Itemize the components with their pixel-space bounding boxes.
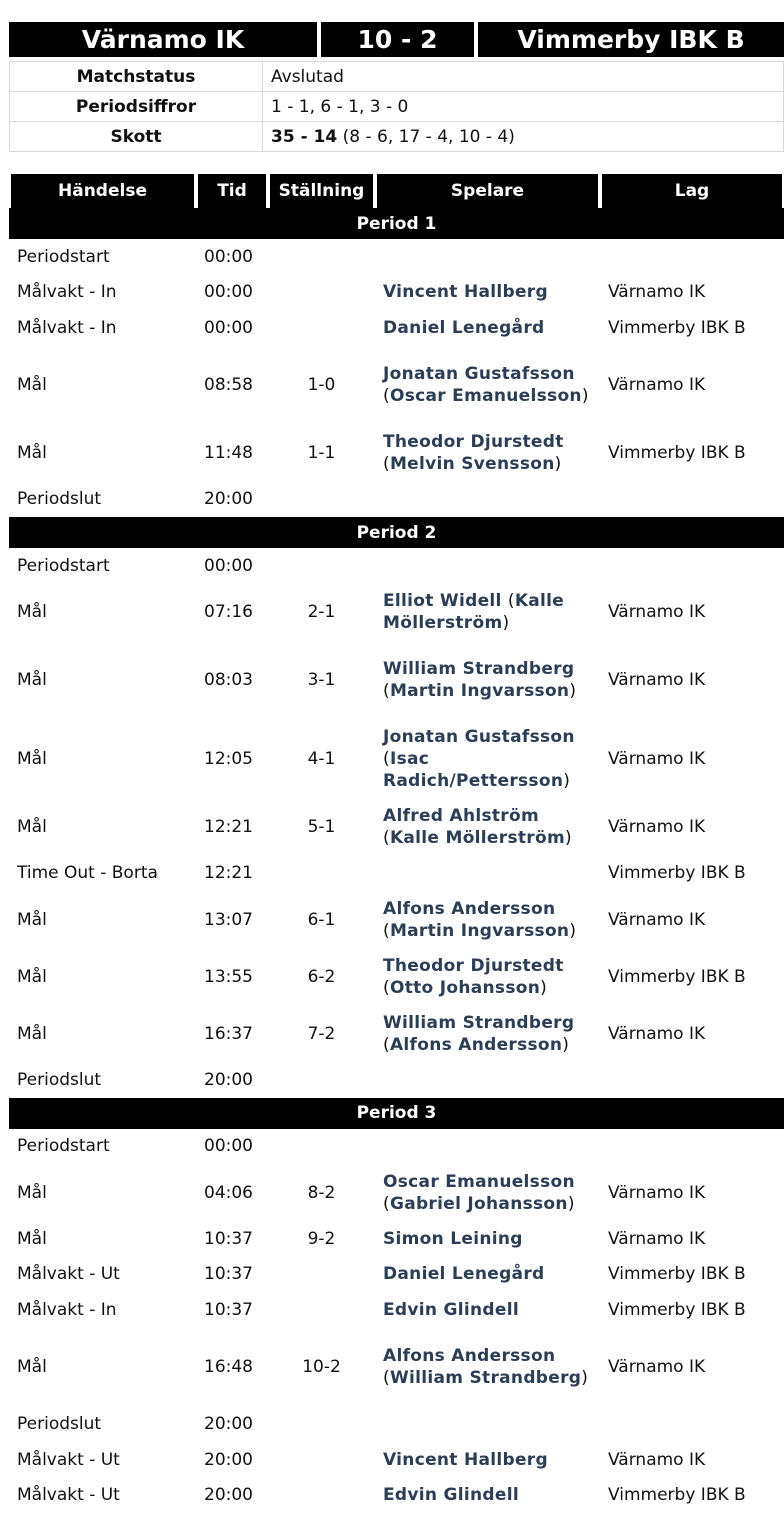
- event-player: [375, 346, 600, 425]
- event-time: 10:37: [196, 1292, 268, 1328]
- event-time: 12:21: [196, 856, 268, 892]
- period-label: Period 1: [9, 208, 784, 239]
- event-score: 6-1: [268, 891, 375, 948]
- summary-row-shots: [10, 122, 784, 152]
- assist-close-paren: ): [569, 921, 576, 941]
- event-team: Värnamo IK: [600, 1221, 784, 1257]
- assist-player-link[interactable]: Kalle Möllerström: [383, 591, 564, 633]
- player-cell: [383, 318, 544, 338]
- event-time: 08:58: [196, 346, 268, 425]
- away-team-header: [478, 22, 784, 57]
- event-team: Värnamo IK: [600, 799, 784, 856]
- event-type: Mål: [9, 1221, 196, 1257]
- event-team: [600, 1129, 784, 1165]
- event-row: [9, 1407, 784, 1443]
- player-link[interactable]: Alfred Ahlström: [383, 806, 539, 826]
- event-player: [375, 239, 600, 275]
- player-cell: [383, 1013, 574, 1055]
- event-row: [9, 275, 784, 311]
- event-row: [9, 310, 784, 346]
- period-label: Period 2: [9, 517, 784, 548]
- assist-open-paren: (: [383, 1035, 390, 1055]
- assist-close-paren: ): [565, 828, 572, 848]
- player-link[interactable]: Oscar Emanuelsson: [383, 1172, 575, 1192]
- player-cell: [383, 1172, 575, 1214]
- event-time: 16:37: [196, 1005, 268, 1062]
- event-row: [9, 1328, 784, 1407]
- event-score: [268, 1407, 375, 1443]
- event-type: Periodstart: [9, 1129, 196, 1165]
- player-cell: [383, 1229, 523, 1249]
- event-player: [375, 1005, 600, 1062]
- event-score: 5-1: [268, 799, 375, 856]
- player-cell: [383, 956, 564, 998]
- summary-value: [263, 122, 784, 152]
- event-type: Periodslut: [9, 482, 196, 518]
- event-team: Värnamo IK: [600, 275, 784, 311]
- event-type: Periodslut: [9, 1062, 196, 1098]
- event-type: Mål: [9, 346, 196, 425]
- player-link[interactable]: William Strandberg: [383, 1013, 574, 1033]
- shots-total: 35 - 14: [271, 127, 337, 147]
- event-type: Mål: [9, 891, 196, 948]
- event-team: Värnamo IK: [600, 891, 784, 948]
- player-cell: [383, 364, 589, 406]
- score-header: [321, 22, 474, 57]
- event-score: [268, 1292, 375, 1328]
- event-time: 20:00: [196, 482, 268, 518]
- player-cell: [383, 727, 575, 791]
- event-row: [9, 948, 784, 1005]
- event-player: [375, 1257, 600, 1293]
- event-player: [375, 1478, 600, 1513]
- event-score: 1-1: [268, 425, 375, 482]
- assist-open-paren: (: [383, 1368, 390, 1388]
- event-player: [375, 1164, 600, 1221]
- event-type: Mål: [9, 799, 196, 856]
- event-time: 20:00: [196, 1062, 268, 1098]
- assist-player-link[interactable]: Otto Johansson: [390, 978, 540, 998]
- assist-player-link[interactable]: Melvin Svensson: [390, 454, 555, 474]
- summary-value: Avslutad: [263, 62, 784, 92]
- player-cell: [383, 282, 548, 302]
- event-time: 00:00: [196, 239, 268, 275]
- event-row: [9, 641, 784, 720]
- event-player: [375, 1442, 600, 1478]
- player-cell: [383, 806, 572, 848]
- event-row: [9, 1478, 784, 1513]
- summary-row-periods: [10, 92, 784, 122]
- event-team: Värnamo IK: [600, 346, 784, 425]
- event-player: [375, 548, 600, 584]
- event-team: Vimmerby IBK B: [600, 1478, 784, 1513]
- event-player: [375, 948, 600, 1005]
- player-cell: [383, 1300, 519, 1320]
- assist-open-paren: (: [383, 454, 390, 474]
- player-link[interactable]: Elliot Widell: [383, 591, 502, 611]
- event-player: [375, 1407, 600, 1443]
- event-type: Mål: [9, 948, 196, 1005]
- period-header-row: [9, 517, 784, 548]
- event-row: [9, 1129, 784, 1165]
- event-player: [375, 641, 600, 720]
- event-time: 08:03: [196, 641, 268, 720]
- player-link[interactable]: Theodor Djurstedt: [383, 956, 564, 976]
- event-type: Målvakt - Ut: [9, 1257, 196, 1293]
- event-type: Time Out - Borta: [9, 856, 196, 892]
- event-row: [9, 1062, 784, 1098]
- event-team: Vimmerby IBK B: [600, 1292, 784, 1328]
- event-score: [268, 482, 375, 518]
- events-table: [9, 174, 784, 1513]
- player-link[interactable]: Daniel Lenegård: [383, 1264, 544, 1284]
- event-time: 00:00: [196, 275, 268, 311]
- assist-open-paren: (: [508, 591, 515, 611]
- event-time: 16:48: [196, 1328, 268, 1407]
- assist-open-paren: (: [383, 681, 390, 701]
- event-player: [375, 856, 600, 892]
- summary-value: 1 - 1, 6 - 1, 3 - 0: [263, 92, 784, 122]
- player-link[interactable]: Alfons Andersson: [383, 1346, 555, 1366]
- assist-player-link[interactable]: Kalle Möllerström: [390, 828, 565, 848]
- player-link[interactable]: Vincent Hallberg: [383, 282, 548, 302]
- event-type: Periodstart: [9, 239, 196, 275]
- event-row: [9, 720, 784, 799]
- event-time: 00:00: [196, 310, 268, 346]
- assist-player-link[interactable]: William Strandberg: [390, 1368, 581, 1388]
- event-row: [9, 799, 784, 856]
- event-score: 3-1: [268, 641, 375, 720]
- event-player: [375, 720, 600, 799]
- event-score: [268, 1129, 375, 1165]
- event-team: Värnamo IK: [600, 720, 784, 799]
- player-link[interactable]: Alfons Andersson: [383, 899, 555, 919]
- event-time: 13:07: [196, 891, 268, 948]
- shots-by-period: (8 - 6, 17 - 4, 10 - 4): [337, 127, 515, 147]
- home-team-name: Värnamo IK: [82, 25, 244, 54]
- player-cell: [383, 1450, 548, 1470]
- event-team: Vimmerby IBK B: [600, 310, 784, 346]
- assist-close-paren: ): [582, 386, 589, 406]
- event-score: 4-1: [268, 720, 375, 799]
- event-row: [9, 548, 784, 584]
- period-label: Period 3: [9, 1098, 784, 1129]
- event-row: [9, 239, 784, 275]
- assist-open-paren: (: [383, 921, 390, 941]
- event-row: [9, 856, 784, 892]
- event-team: Vimmerby IBK B: [600, 948, 784, 1005]
- event-score: [268, 1478, 375, 1513]
- assist-close-paren: ): [555, 454, 562, 474]
- assist-player-link[interactable]: Alfons Andersson: [390, 1035, 562, 1055]
- event-score: [268, 275, 375, 311]
- summary-label: Skott: [10, 122, 263, 152]
- event-team: Värnamo IK: [600, 584, 784, 641]
- event-row: [9, 584, 784, 641]
- event-row: [9, 1442, 784, 1478]
- match-summary-table: [9, 61, 784, 152]
- event-time: 20:00: [196, 1442, 268, 1478]
- event-row: [9, 425, 784, 482]
- event-row: [9, 1164, 784, 1221]
- assist-close-paren: ): [563, 771, 570, 791]
- event-type: Mål: [9, 1164, 196, 1221]
- event-team: [600, 1062, 784, 1098]
- event-score: [268, 310, 375, 346]
- event-type: Målvakt - Ut: [9, 1442, 196, 1478]
- player-link[interactable]: William Strandberg: [383, 659, 574, 679]
- event-type: Målvakt - In: [9, 310, 196, 346]
- player-link[interactable]: Edvin Glindell: [383, 1485, 519, 1505]
- player-cell: [383, 899, 576, 941]
- event-score: 10-2: [268, 1328, 375, 1407]
- event-time: 00:00: [196, 1129, 268, 1165]
- player-cell: [383, 432, 564, 474]
- assist-open-paren: (: [383, 749, 390, 769]
- player-link[interactable]: Simon Leining: [383, 1229, 523, 1249]
- event-player: [375, 1129, 600, 1165]
- player-cell: [383, 591, 564, 633]
- event-player: [375, 1292, 600, 1328]
- event-score: 9-2: [268, 1221, 375, 1257]
- event-row: [9, 1292, 784, 1328]
- event-player: [375, 799, 600, 856]
- event-type: Mål: [9, 1328, 196, 1407]
- assist-open-paren: (: [383, 978, 390, 998]
- event-type: Mål: [9, 641, 196, 720]
- event-row: [9, 1257, 784, 1293]
- event-score: [268, 1257, 375, 1293]
- assist-player-link[interactable]: Isac Radich/Pettersson: [383, 749, 563, 791]
- col-header-player: Spelare: [375, 174, 600, 208]
- event-type: Mål: [9, 720, 196, 799]
- event-player: [375, 1062, 600, 1098]
- events-body: [9, 208, 784, 1513]
- assist-close-paren: ): [568, 1194, 575, 1214]
- event-player: [375, 482, 600, 518]
- event-time: 00:00: [196, 548, 268, 584]
- event-team: [600, 239, 784, 275]
- event-type: Mål: [9, 425, 196, 482]
- event-time: 12:05: [196, 720, 268, 799]
- event-type: Målvakt - In: [9, 1292, 196, 1328]
- event-score: 8-2: [268, 1164, 375, 1221]
- event-score: [268, 239, 375, 275]
- col-header-event: Händelse: [9, 174, 196, 208]
- player-cell: [383, 1485, 519, 1505]
- event-score: 1-0: [268, 346, 375, 425]
- player-cell: [383, 659, 576, 701]
- event-team: Vimmerby IBK B: [600, 1257, 784, 1293]
- event-team: Värnamo IK: [600, 641, 784, 720]
- event-score: [268, 548, 375, 584]
- event-score: 7-2: [268, 1005, 375, 1062]
- event-score: 2-1: [268, 584, 375, 641]
- event-time: 13:55: [196, 948, 268, 1005]
- summary-row-status: [10, 62, 784, 92]
- event-score: 6-2: [268, 948, 375, 1005]
- event-team: [600, 548, 784, 584]
- event-type: Målvakt - Ut: [9, 1478, 196, 1513]
- home-team-header: [9, 22, 317, 57]
- event-type: Periodslut: [9, 1407, 196, 1443]
- event-row: [9, 482, 784, 518]
- player-cell: [383, 1264, 544, 1284]
- assist-player-link[interactable]: Gabriel Johansson: [390, 1194, 568, 1214]
- col-header-time: Tid: [196, 174, 268, 208]
- event-row: [9, 1005, 784, 1062]
- event-player: [375, 310, 600, 346]
- event-time: 11:48: [196, 425, 268, 482]
- event-team: [600, 482, 784, 518]
- event-row: [9, 891, 784, 948]
- event-time: 10:37: [196, 1221, 268, 1257]
- event-team: Värnamo IK: [600, 1328, 784, 1407]
- event-time: 10:37: [196, 1257, 268, 1293]
- event-time: 20:00: [196, 1407, 268, 1443]
- away-team-name: Vimmerby IBK B: [517, 25, 744, 54]
- event-team: [600, 1407, 784, 1443]
- event-player: [375, 1221, 600, 1257]
- assist-open-paren: (: [383, 828, 390, 848]
- player-link[interactable]: Vincent Hallberg: [383, 1450, 548, 1470]
- event-type: Mål: [9, 584, 196, 641]
- player-link[interactable]: Jonatan Gustafsson: [383, 727, 575, 747]
- assist-close-paren: ): [540, 978, 547, 998]
- event-time: 20:00: [196, 1478, 268, 1513]
- final-score: 10 - 2: [358, 25, 438, 54]
- event-team: Vimmerby IBK B: [600, 425, 784, 482]
- assist-player-link[interactable]: Martin Ingvarsson: [390, 681, 569, 701]
- col-header-score: Ställning: [268, 174, 375, 208]
- player-link[interactable]: Theodor Djurstedt: [383, 432, 564, 452]
- event-row: [9, 1221, 784, 1257]
- player-link[interactable]: Jonatan Gustafsson: [383, 364, 575, 384]
- event-player: [375, 425, 600, 482]
- player-link[interactable]: Daniel Lenegård: [383, 318, 544, 338]
- assist-close-paren: ): [581, 1368, 588, 1388]
- assist-open-paren: (: [383, 1194, 390, 1214]
- period-header-row: [9, 208, 784, 239]
- events-header-row: [9, 174, 784, 208]
- event-time: 04:06: [196, 1164, 268, 1221]
- event-time: 12:21: [196, 799, 268, 856]
- summary-label: Periodsiffror: [10, 92, 263, 122]
- period-header-row: [9, 1098, 784, 1129]
- event-score: [268, 856, 375, 892]
- player-link[interactable]: Edvin Glindell: [383, 1300, 519, 1320]
- player-cell: [383, 1346, 588, 1388]
- event-team: Värnamo IK: [600, 1442, 784, 1478]
- event-player: [375, 891, 600, 948]
- event-score: [268, 1442, 375, 1478]
- assist-close-paren: ): [569, 681, 576, 701]
- assist-player-link[interactable]: Oscar Emanuelsson: [390, 386, 582, 406]
- event-team: Värnamo IK: [600, 1164, 784, 1221]
- event-row: [9, 346, 784, 425]
- event-type: Periodstart: [9, 548, 196, 584]
- event-team: Vimmerby IBK B: [600, 856, 784, 892]
- assist-close-paren: ): [562, 1035, 569, 1055]
- event-score: [268, 1062, 375, 1098]
- assist-close-paren: ): [503, 613, 510, 633]
- col-header-team: Lag: [600, 174, 784, 208]
- event-player: [375, 1328, 600, 1407]
- assist-open-paren: (: [383, 386, 390, 406]
- event-time: 07:16: [196, 584, 268, 641]
- assist-player-link[interactable]: Martin Ingvarsson: [390, 921, 569, 941]
- event-team: Värnamo IK: [600, 1005, 784, 1062]
- event-player: [375, 275, 600, 311]
- event-type: Mål: [9, 1005, 196, 1062]
- event-player: [375, 584, 600, 641]
- summary-label: Matchstatus: [10, 62, 263, 92]
- event-type: Målvakt - In: [9, 275, 196, 311]
